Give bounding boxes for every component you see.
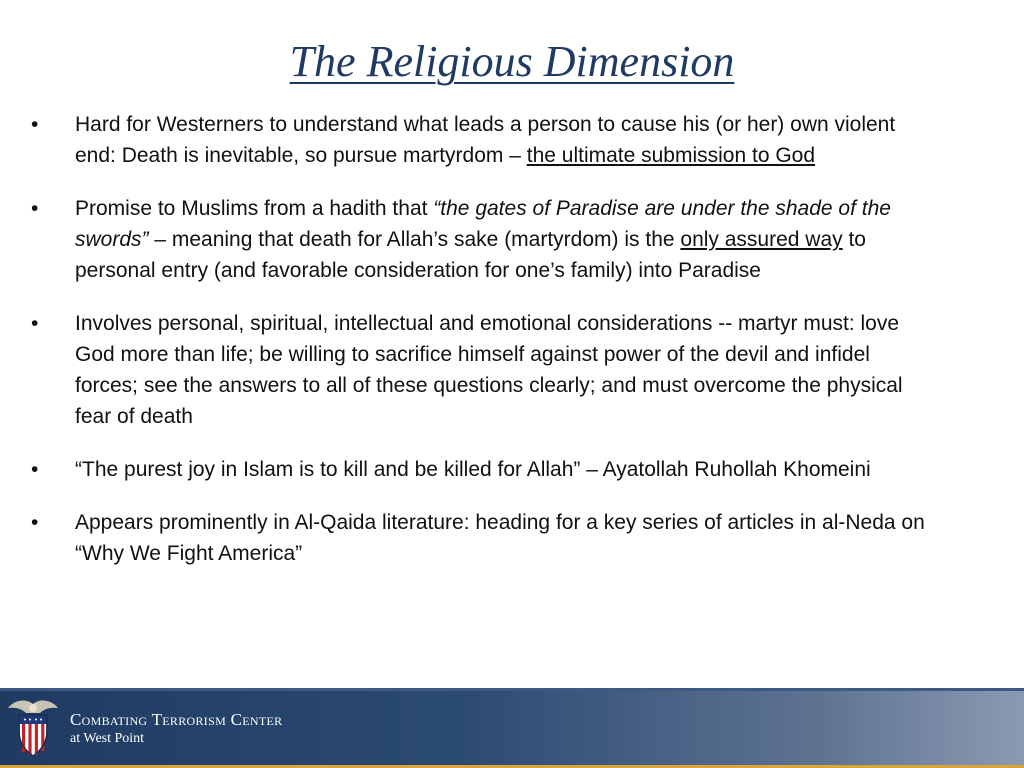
bullet-list xyxy=(31,109,936,591)
bullet-marker: • xyxy=(31,197,39,220)
slide-title-text: The Religious Dimension xyxy=(289,37,735,86)
bullet-item xyxy=(31,454,936,485)
bullet-text: Promise to Muslims from a hadith that xyxy=(75,197,434,220)
bullet-text: “The purest joy in Islam is to kill and be killed for Allah” – Ayatollah Ruhollah Khomeini xyxy=(75,458,871,481)
bullet-text: Appears prominently in Al-Qaida literature: heading for a key series of articles in al-Neda on “Why We Fight America” xyxy=(75,511,925,565)
footer-top-line xyxy=(0,688,1024,691)
bullet-marker: • xyxy=(31,113,39,136)
bullet-text: Involves personal, spiritual, intellectual and emotional considerations -- martyr must: love God more than life; be willing to sacrifice himself against power of the devil and infidel forces; see the answers to all of these questions clearly; and must overcome the physical fear of death xyxy=(75,312,903,428)
bullet-text: to personal entry (and favorable consideration for one’s family) into Paradise xyxy=(75,228,866,282)
bullet-marker: • xyxy=(31,458,39,481)
footer-band xyxy=(0,688,1024,768)
slide-title xyxy=(0,36,1024,88)
bullet-item xyxy=(31,193,936,286)
bullet-item xyxy=(31,308,936,432)
org-name: Combating Terrorism Center xyxy=(70,710,283,729)
bullet-text: Hard for Westerners to understand what leads a person to cause his (or her) own violent end: Death is inevitable, so pursue martyrdom – xyxy=(75,113,896,167)
bullet-text: – meaning that death for Allah’s sake (martyrdom) is the xyxy=(148,228,681,251)
underlined-phrase: only assured way xyxy=(680,228,843,251)
bullet-item xyxy=(31,507,936,569)
eagle-shield-logo-icon xyxy=(6,698,60,758)
underlined-phrase: the ultimate submission to God xyxy=(526,144,816,167)
bullet-marker: • xyxy=(31,312,39,335)
quoted-phrase: “the gates of Paradise are under the shade of the swords” xyxy=(75,197,891,251)
bullet-marker: • xyxy=(31,511,39,534)
org-subtitle: at West Point xyxy=(70,731,145,746)
bullet-item xyxy=(31,109,936,171)
